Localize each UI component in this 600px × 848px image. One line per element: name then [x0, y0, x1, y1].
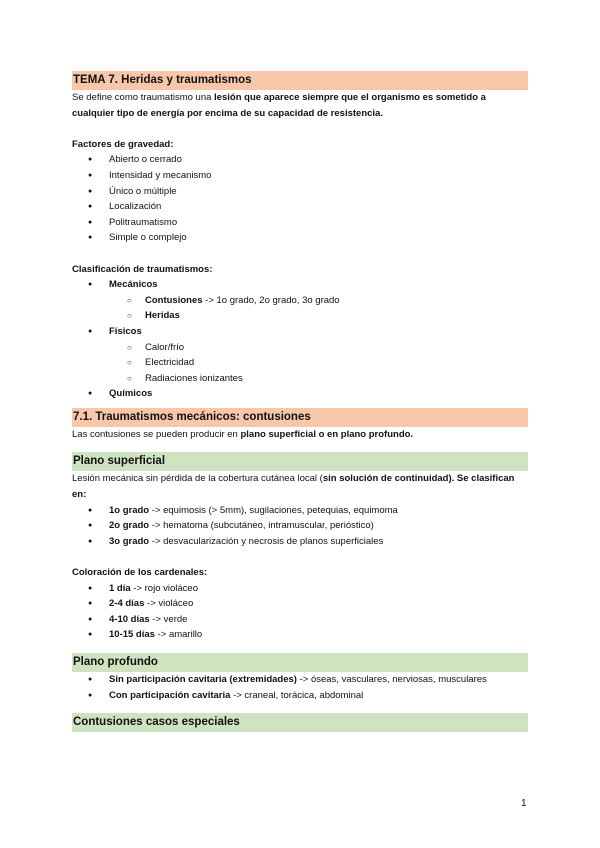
section-heading-contusiones: 7.1. Traumatismos mecánicos: contusiones [72, 408, 528, 427]
list-item: ● Único o múltiple [72, 184, 528, 200]
list-item: ● Politraumatismo [72, 215, 528, 231]
profundo-list [72, 672, 528, 703]
classification-title: Clasificación de traumatismos: [72, 263, 213, 275]
grades-list [72, 503, 528, 550]
intro-paragraph [72, 90, 528, 121]
list-item: ○ Electricidad [72, 355, 528, 371]
list-item: ● Con participación cavitaria -> craneal, torácica, abdominal [72, 688, 528, 704]
list-item: ● Intensidad y mecanismo [72, 168, 528, 184]
list-item: ● Mecánicos [72, 277, 528, 293]
section-heading-tema7: TEMA 7. Heridas y traumatismos [72, 71, 528, 90]
list-item: ● 2-4 días -> violáceo [72, 596, 528, 612]
list-item: ○ Heridas [72, 308, 528, 324]
page-number: 1 [521, 798, 527, 809]
list-item: ○ Radiaciones ionizantes [72, 371, 528, 387]
document-page [72, 71, 528, 732]
section-heading-plano-profundo: Plano profundo [72, 653, 528, 672]
list-item: ● 10-15 días -> amarillo [72, 627, 528, 643]
list-item: ● Abierto o cerrado [72, 152, 528, 168]
coloration-title: Coloración de los cardenales: [72, 567, 208, 579]
list-item: ○ Calor/frío [72, 340, 528, 356]
superficial-paragraph: Lesión mecánica sin pérdida de la cobertura cutánea local (sin solución de continuidad). Se clasifican en: [72, 473, 515, 501]
list-item: ● 2o grado -> hematoma (subcutáneo, intramuscular, perióstico) [72, 518, 528, 534]
list-item: ● Localización [72, 199, 528, 215]
list-item: ● Físicos [72, 324, 528, 340]
list-item: ● 4-10 días -> verde [72, 612, 528, 628]
intro-bold-text: lesión que aparece siempre que el organismo es sometido a cualquier tipo de energía por encima de su capacidad de resistencia. [72, 92, 486, 119]
list-item: ● Simple o complejo [72, 230, 528, 246]
list-item: ○ Contusiones -> 1o grado, 2o grado, 3o grado [72, 293, 528, 309]
coloration-list [72, 581, 528, 643]
list-item: ● 3o grado -> desvacularización y necrosis de planos superficiales [72, 534, 528, 550]
contusiones-paragraph: Las contusiones se pueden producir en plano superficial o en plano profundo. [72, 428, 414, 440]
section-heading-casos-especiales: Contusiones casos especiales [72, 713, 528, 732]
factors-list [72, 152, 528, 246]
list-item: ● Químicos [72, 386, 528, 402]
list-item: ● 1o grado -> equimosis (> 5mm), sugilaciones, petequias, equimoma [72, 503, 528, 519]
section-heading-plano-superficial: Plano superficial [72, 452, 528, 471]
list-item: ● 1 día -> rojo violáceo [72, 581, 528, 597]
factors-title: Factores de gravedad: [72, 138, 174, 150]
list-item: ● Sin participación cavitaria (extremidades) -> óseas, vasculares, nerviosas, musculares [72, 672, 528, 688]
classification-list [72, 277, 528, 402]
intro-text: Se define como traumatismo una [72, 92, 215, 103]
